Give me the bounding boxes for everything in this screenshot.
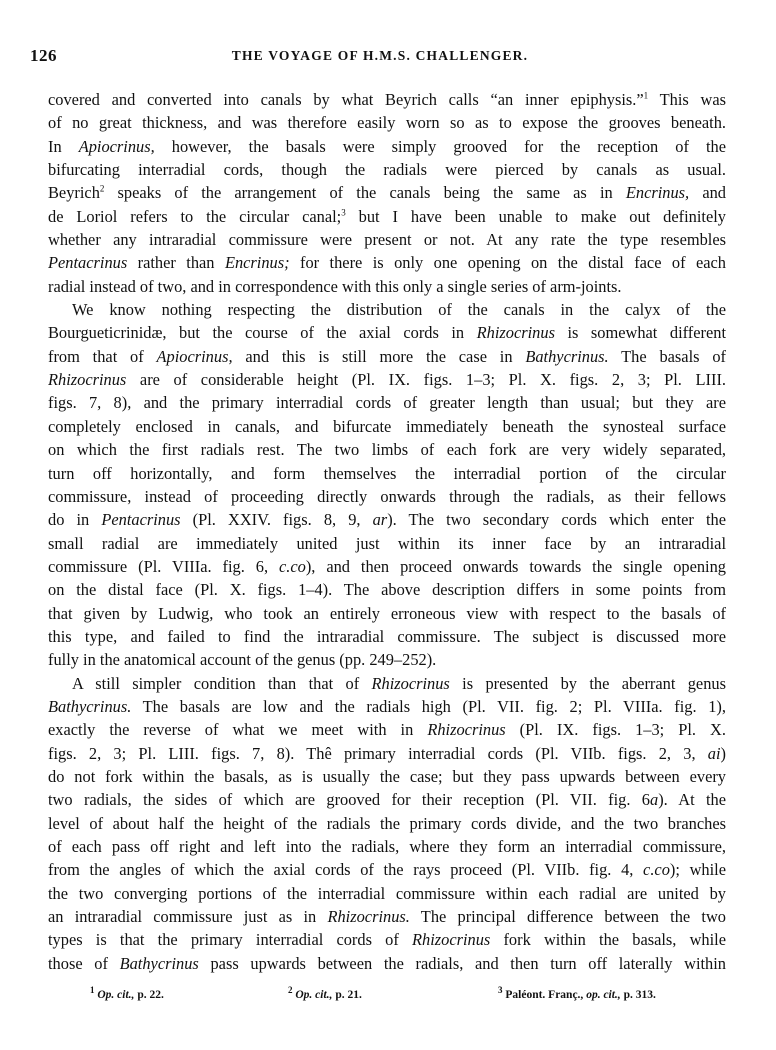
running-title: THE VOYAGE OF H.M.S. CHALLENGER. bbox=[231, 48, 529, 63]
page-header bbox=[30, 46, 730, 70]
footnote-2: $^2$ Op. cit., p. 21. bbox=[288, 985, 362, 1001]
text-line: two radials, the sides of which are grooved for their reception (Pl. VII. fig. 6a). At the bbox=[48, 790, 726, 810]
text-line: the two converging portions of the interradial commissure within each radial are united by bbox=[48, 883, 726, 903]
text-line: do in Pentacrinus (Pl. XXIV. figs. 8, 9, ar). The two secondary cords which enter the bbox=[48, 510, 726, 530]
text-line: on which the first radials rest. The two limbs of each fork are very widely separated, bbox=[48, 440, 726, 460]
text-line: A still simpler condition than that of Rhizocrinus is presented by the aberrant genus bbox=[72, 673, 726, 693]
text-line: Beyrich$^2$ speaks of the arrangement of the canals being the same as in Encrinus, and bbox=[48, 183, 726, 203]
text-line: bifurcating interradial cords, though the radials were pierced by canals as usual. bbox=[48, 160, 726, 180]
text-line: commissure, instead of proceeding directly onwards through the radials, as their fellows bbox=[48, 486, 726, 506]
text-line: We know nothing respecting the distribution of the canals in the calyx of the bbox=[72, 300, 726, 320]
text-line: from that of Apiocrinus, and this is still more the case in Bathycrinus. The basals of bbox=[48, 346, 726, 366]
page-number: 126 bbox=[30, 46, 57, 65]
text-line: from the angles of which the axial cords of the rays proceed (Pl. VIIb. fig. 4, c.co); while bbox=[48, 860, 726, 880]
text-line: of each pass off right and left into the radials, where they form an interradial commissure, bbox=[48, 837, 726, 856]
text-line: Pentacrinus rather than Encrinus; for there is only one opening on the distal face of each bbox=[48, 253, 726, 273]
text-line: de Loriol refers to the circular canal;$^3$ but I have been unable to make out definitely bbox=[48, 206, 726, 226]
text-line: an intraradial commissure just as in Rhizocrinus. The principal difference between the two bbox=[48, 907, 726, 927]
text-line: commissure (Pl. VIIIa. fig. 6, c.co), and then proceed onwards towards the single opening bbox=[48, 556, 726, 576]
text-line: fully in the anatomical account of the genus (pp. 249–252). bbox=[48, 650, 437, 670]
footnote-ref: 2 bbox=[99, 183, 105, 194]
text-line: types is that the primary interradial cords of Rhizocrinus fork within the basals, while bbox=[48, 930, 726, 950]
text-line: figs. 7, 8), and the primary interradial cords of greater length than usual; but they are bbox=[48, 393, 726, 413]
text-line: covered and converted into canals by what Beyrich calls “an inner epiphysis.”$^1$ This was bbox=[48, 90, 726, 109]
text-line: whether any intraradial commissure were present or not. At any rate the type resembles bbox=[48, 230, 726, 250]
text-line: turn off horizontally, and form themselves the interradial portion of the circular bbox=[48, 463, 726, 483]
text-line: those of Bathycrinus pass upwards between the radials, and then turn off laterally within bbox=[48, 953, 726, 973]
footnote-1: $^1$ Op. cit., p. 22. bbox=[90, 985, 164, 1001]
footnotes bbox=[90, 985, 730, 1009]
text-line: do not fork within the basals, as is usually the case; but they pass upwards between every bbox=[48, 766, 726, 786]
text-line: completely enclosed in canals, and bifurcate immediately beneath the synosteal surface bbox=[48, 416, 726, 436]
text-line: Bathycrinus. The basals are low and the radials high (Pl. VII. fig. 2; Pl. VIIIa. fig. 1), bbox=[48, 696, 726, 716]
text-line: this type, and failed to find the intraradial commissure. The subject is discussed more bbox=[48, 626, 726, 646]
text-line: of no great thickness, and was therefore easily worn so as to expose the grooves beneath. bbox=[48, 113, 726, 133]
text-line: on the distal face (Pl. X. figs. 1–4). The above description differs in some points from bbox=[48, 580, 726, 600]
text-line: that given by Ludwig, who took an entirely erroneous view with respect to the basals of bbox=[48, 603, 726, 623]
footnote-3: $^3$ Paléont. Franç., op. cit., p. 313. bbox=[498, 985, 656, 1001]
text-line: In Apiocrinus, however, the basals were simply grooved for the reception of the bbox=[48, 136, 726, 156]
text-line: radial instead of two, and in correspondence with this only a single series of arm-joints. bbox=[48, 276, 622, 296]
text-line: level of about half the height of the radials the primary cords divide, and the two branches bbox=[48, 813, 726, 833]
text-line: figs. 2, 3; Pl. LIII. figs. 7, 8). Thê primary interradial cords (Pl. VIIb. figs. 2, 3, ai) bbox=[48, 743, 726, 763]
text-line: small radial are immediately united just within its inner face by an intraradial bbox=[48, 533, 726, 553]
body-text bbox=[48, 88, 726, 975]
footnote-ref: 3 bbox=[341, 207, 346, 218]
footnote-ref: 1 bbox=[643, 90, 649, 101]
text-line: Bourgueticrinidæ, but the course of the axial cords in Rhizocrinus is somewhat different bbox=[48, 323, 726, 343]
text-line: Rhizocrinus are of considerable height (Pl. IX. figs. 1–3; Pl. X. figs. 2, 3; Pl. LIII. bbox=[48, 370, 726, 390]
text-line: exactly the reverse of what we meet with in Rhizocrinus (Pl. IX. figs. 1–3; Pl. X. bbox=[48, 720, 726, 740]
